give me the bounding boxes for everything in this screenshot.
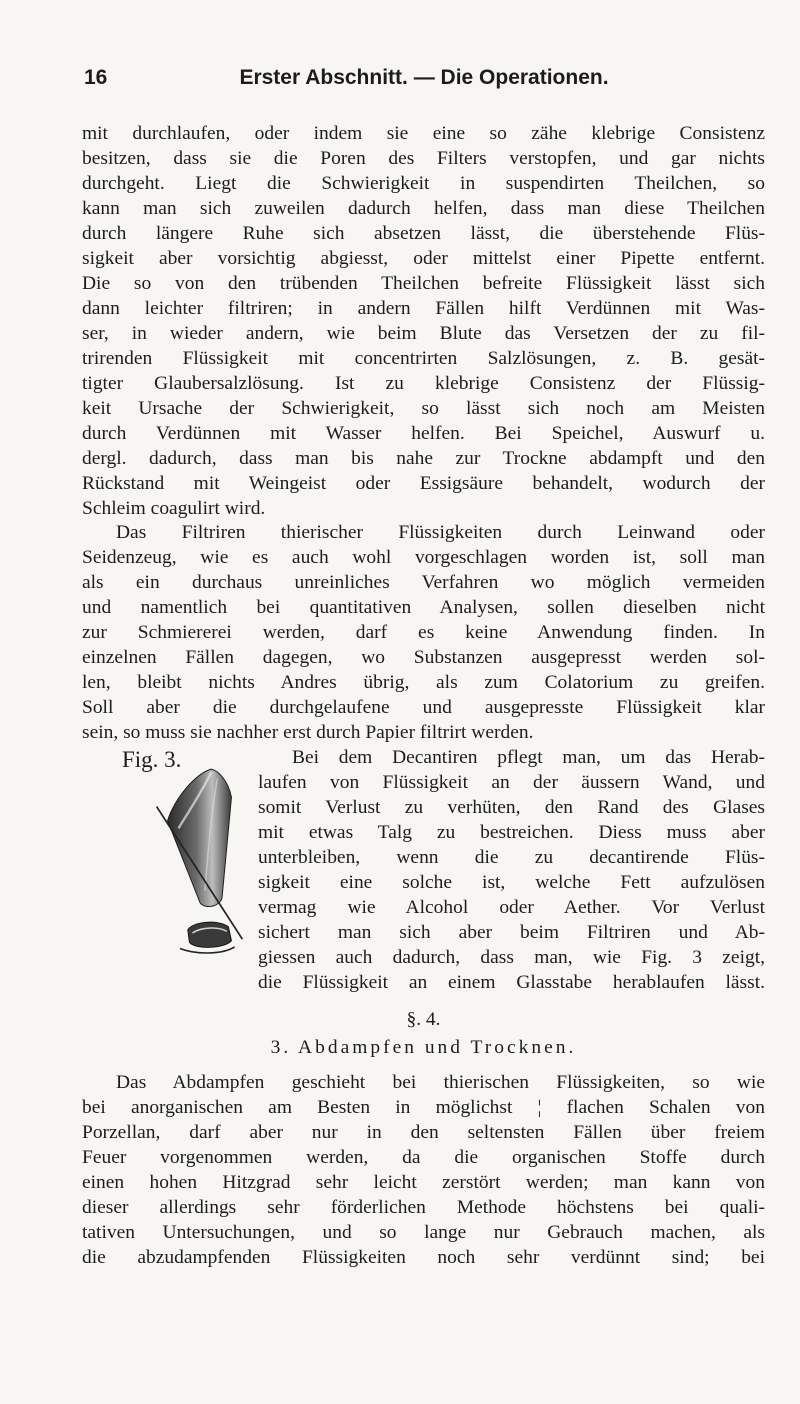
text-line: mit durchlaufen, oder indem sie eine so zähe klebrige Consistenz: [82, 123, 765, 144]
text-line: keit Ursache der Schwierigkeit, so lässt sich noch am Meisten: [82, 397, 765, 419]
text-line: ser, in wieder andern, wie beim Blute das Versetzen der zu fil-: [82, 322, 765, 344]
text-line: dieser allerdings sehr förderlichen Methode höchstens bei quali-: [82, 1196, 765, 1218]
section-heading: 3. Abdampfen und Trocknen.: [270, 1037, 577, 1059]
text-line: Das Filtriren thierischer Flüssigkeiten durch Leinwand oder: [116, 522, 765, 544]
text-line: einzelnen Fällen dagegen, wo Substanzen ausgepresst werden sol-: [82, 647, 765, 669]
text-line: Das Abdampfen geschieht bei thierischen Flüssigkeiten, so wie: [116, 1071, 765, 1093]
text-line: Bei dem Decantiren pflegt man, um das Herab-: [292, 747, 765, 769]
text-line: laufen von Flüssigkeit an der äussern Wand, und: [258, 772, 765, 794]
text-line: tativen Untersuchungen, und so lange nur Gebrauch machen, als: [82, 1221, 765, 1243]
text-line: unterbleiben, wenn die zu decantirende Flüs-: [258, 847, 765, 869]
text-line: len, bleibt nichts Andres übrig, als zum Colatorium zu greifen.: [82, 672, 765, 694]
text-line: als ein durchaus unreinliches Verfahren wo möglich vermeiden: [82, 572, 765, 594]
text-line: bei anorganischen am Besten in möglichst ¦ flachen Schalen von: [82, 1096, 765, 1118]
text-line: Porzellan, darf aber nur in den seltensten Fällen über freiem: [82, 1121, 765, 1143]
text-line: Rückstand mit Weingeist oder Essigsäure behandelt, wodurch der: [82, 472, 765, 494]
text-line: sein, so muss sie nachher erst durch Papier filtrirt werden.: [82, 722, 534, 744]
figure-label: Fig. 3.: [122, 746, 182, 772]
text-line: durchgeht. Liegt die Schwierigkeit in suspendirten Theilchen, so: [82, 172, 765, 194]
text-line: sigkeit eine solche ist, welche Fett aufzulösen: [258, 872, 765, 894]
text-line: Die so von den trübenden Theilchen befreite Flüssigkeit lässt sich: [82, 272, 765, 294]
section-number: §. 4.: [406, 1009, 441, 1031]
text-line: besitzen, dass sie die Poren des Filters verstopfen, und gar nichts: [82, 147, 765, 169]
text-line: durch Verdünnen mit Wasser helfen. Bei Speichel, Auswurf u.: [82, 422, 765, 444]
text-line: trirenden Flüssigkeit mit concentrirten Salzlösungen, z. B. gesät-: [82, 347, 765, 369]
text-line: sichert man sich aber beim Filtriren und Ab-: [258, 921, 765, 943]
text-line: kann man sich zuweilen dadurch helfen, dass man diese Theilchen: [82, 197, 765, 219]
text-line: und namentlich bei quantitativen Analysen, sollen dieselben nicht: [82, 597, 765, 619]
text-line: Seidenzeug, wie es auch wohl vorgeschlagen worden ist, soll man: [82, 547, 765, 569]
text-line: giessen auch dadurch, dass man, wie Fig. 3 zeigt,: [258, 946, 765, 968]
text-line: somit Verlust zu verhüten, den Rand des Glases: [258, 797, 765, 819]
text-line: die Flüssigkeit an einem Glasstabe herablaufen lässt.: [258, 971, 765, 993]
text-line: dergl. dadurch, dass man bis nahe zur Trockne abdampft und den: [82, 447, 765, 469]
text-line: einen hohen Hitzgrad sehr leicht zerstört werden; man kann von: [82, 1171, 765, 1193]
text-line: zur Schmiererei werden, darf es keine Anwendung finden. In: [82, 622, 765, 644]
text-line: Schleim coagulirt wird.: [82, 497, 266, 519]
text-line: Feuer vorgenommen werden, da die organischen Stoffe durch: [82, 1146, 765, 1168]
text-line: vermag wie Alcohol oder Aether. Vor Verlust: [258, 896, 765, 918]
text-line: durch längere Ruhe sich absetzen lässt, die überstehende Flüs-: [82, 222, 765, 244]
text-line: dann leichter filtriren; in andern Fällen hilft Verdünnen mit Was-: [82, 297, 765, 319]
running-title: Erster Abschnitt. — Die Operationen.: [239, 66, 609, 89]
text-line: sigkeit aber vorsichtig abgiesst, oder mittelst einer Pipette entfernt.: [82, 247, 765, 269]
text-line: Soll aber die durchgelaufene und ausgepresste Flüssigkeit klar: [82, 697, 765, 719]
text-line: tigter Glaubersalzlösung. Ist zu klebrige Consistenz der Flüssig-: [82, 372, 765, 394]
page-header: [84, 66, 764, 96]
text-line: mit etwas Talg zu bestreichen. Diess muss aber: [258, 822, 765, 844]
page-number: 16: [84, 66, 108, 89]
text-line: die abzudampfenden Flüssigkeiten noch sehr verdünnt sind; bei: [82, 1246, 765, 1268]
decanting-figure: [150, 766, 249, 967]
